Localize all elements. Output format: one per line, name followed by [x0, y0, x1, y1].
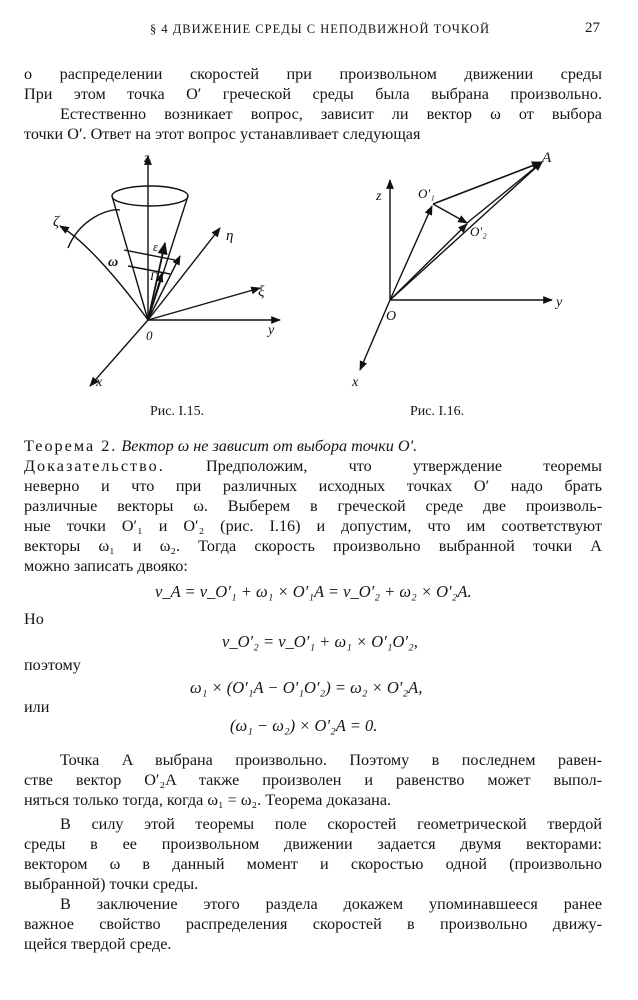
proof-line-1-text: Предположим, что утверждение теоремы [205, 457, 603, 475]
fig15-label-x: x [96, 375, 103, 390]
figure-1-16-caption: Рис. I.16. [410, 404, 465, 419]
intro-paragraph [24, 64, 602, 144]
figure-1-15 [50, 148, 310, 398]
proof-line-4: ные точки O′₁ и O′₂ (рис. I.16) и допустим, что им соответствуют [24, 517, 602, 535]
o2a-vector [467, 162, 542, 223]
fig16-label-x: x [352, 375, 359, 390]
conclusion-line-3: няться только тогда, когда ω₁ = ω₂. Теорема доказана. [24, 791, 392, 809]
intro-line-4: точки O′. Ответ на этот вопрос устанавливает следующая [24, 125, 421, 143]
hatch-1 [124, 250, 175, 260]
fig16-label-o: O [386, 309, 397, 324]
fig15-label-epsilon: ε [153, 239, 159, 254]
conclusion-line-1: Точка A выбрана произвольно. Поэтому в последнем равен- [60, 751, 602, 769]
epsilon-vector [148, 256, 180, 320]
cone-surface-curve [68, 210, 120, 248]
running-head: § 4 ДВИЖЕНИЕ СРЕДЫ С НЕПОДВИЖНОЙ ТОЧКОЙ [149, 22, 490, 36]
figure-1-15-caption: Рис. I.15. [150, 404, 205, 419]
theorem-label: Теорема 2. [24, 437, 118, 455]
conclusion-line-2: стве вектор O′₂A также произволен и равенство может выпол- [24, 771, 602, 789]
o1-vector [390, 206, 432, 300]
theorem-statement: Вектор ω не зависит от выбора точки O′. [121, 437, 418, 455]
o1a-vector [433, 162, 542, 204]
intro-line-1: о распределении скоростей при произвольном движении среды [24, 65, 602, 83]
para2-line-2: среды в ее произвольном движении задается двумя векторами: [24, 835, 602, 853]
paragraph-3 [24, 894, 602, 954]
page-number: 27 [585, 20, 600, 36]
proof-line-6: можно записать двояко: [24, 557, 188, 575]
theorem-line [24, 436, 602, 456]
equation-4: (ω₁ − ω₂) × O′₂A = 0. [230, 716, 378, 735]
word-therefore: поэтому [24, 656, 81, 674]
fig16-label-o2: O′₂ [470, 224, 487, 239]
o1o2-vector [433, 204, 467, 223]
proof-line-5: векторы ω₁ и ω₂. Тогда скорость произвольно выбранной точки A [24, 537, 602, 555]
fig15-label-y: y [268, 323, 275, 338]
paragraph-2 [24, 814, 602, 894]
intro-line-2: При этом точка O′ греческой среды была выбрана произвольно. [24, 85, 602, 103]
theorem-and-proof [24, 436, 602, 576]
fig15-label-xi: ξ [258, 284, 265, 300]
para3-line-2: важное свойство распределения скоростей в произвольно движу- [24, 915, 602, 933]
fig15-label-zeta: ζ [53, 214, 60, 230]
fig15-label-gamma: Γ [150, 269, 157, 283]
word-but: Но [24, 610, 44, 628]
proof-label: Доказательство. [24, 457, 165, 475]
proof-line-1 [24, 456, 602, 476]
fig16-label-z: z [376, 189, 382, 204]
fig16-label-y: y [556, 295, 563, 310]
word-or: или [24, 698, 50, 716]
fig16-label-a: A [542, 150, 552, 166]
figure-1-16 [330, 148, 590, 398]
para3-line-3: щейся твердой среде. [24, 935, 172, 953]
fig15-label-o: 0 [146, 328, 153, 343]
conclusion-paragraph [24, 750, 602, 810]
para2-line-1: В силу этой теоремы поле скоростей геометрической твердой [60, 815, 602, 833]
equation-3: ω₁ × (O′₁A − O′₁O′₂) = ω₂ × O′₂A, [190, 678, 423, 697]
para2-line-3: вектором ω в данный момент и скоростью одной (произвольно [24, 855, 602, 873]
para2-line-4: выбранной) точки среды. [24, 875, 199, 893]
fig15-label-eta: η [226, 228, 234, 244]
equation-2: v_O′₂ = v_O′₁ + ω₁ × O′₁O′₂, [222, 632, 418, 651]
intro-line-3: Естественно возникает вопрос, зависит ли вектор ω от выбора [60, 105, 602, 123]
para3-line-1: В заключение этого раздела докажем упоминавшееся ранее [60, 895, 602, 913]
proof-line-3: различные векторы ω. Выберем в греческой среде две произволь- [24, 497, 602, 515]
cone-top-ellipse [112, 186, 188, 206]
fig16-label-o1: O′₁ [418, 186, 435, 201]
proof-line-2: неверно и что при различных исходных точках O′ надо брать [24, 477, 602, 495]
equation-1: v_A = v_O′₁ + ω₁ × O′₁A = v_O′₂ + ω₂ × O′₂A. [155, 582, 472, 601]
xi-axis-line [148, 288, 260, 320]
a-vector [390, 162, 542, 300]
fig15-label-omega: ω [108, 255, 119, 270]
fig15-label-z: z [144, 151, 150, 166]
